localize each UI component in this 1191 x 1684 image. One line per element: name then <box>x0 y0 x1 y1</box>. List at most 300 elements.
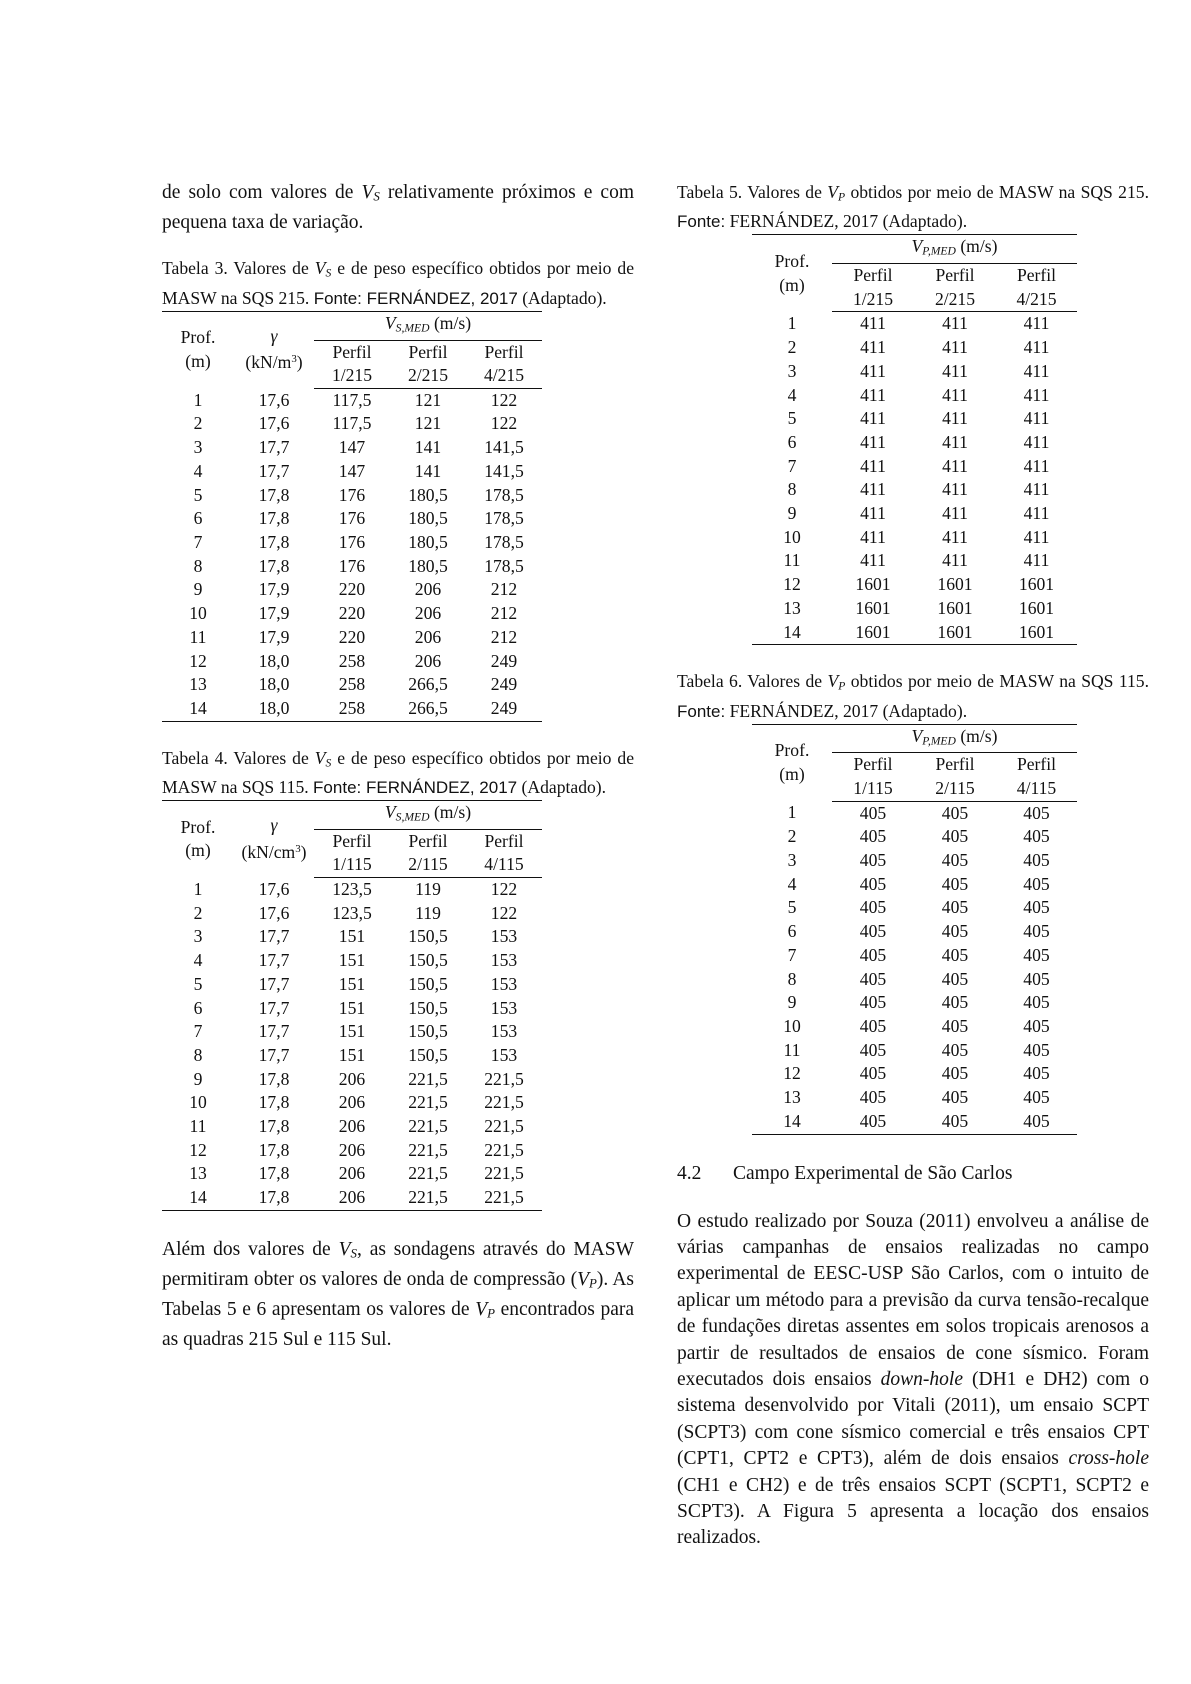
table-row <box>162 578 542 602</box>
table-row <box>162 531 542 555</box>
section-title: Campo Experimental de São Carlos <box>733 1162 1013 1184</box>
table-cell: 411 <box>1023 384 1050 405</box>
left-column <box>162 180 634 1353</box>
table-cell: 405 <box>941 1015 969 1036</box>
table6-header-perfil2: Perfil 2/115 <box>914 753 996 801</box>
table-row <box>162 388 542 412</box>
table-cell: 18,0 <box>258 650 290 671</box>
table-cell: 221,5 <box>408 1068 448 1089</box>
table-cell: 206 <box>414 603 442 624</box>
table-cell: 176 <box>338 555 366 576</box>
table-row <box>162 1044 542 1068</box>
table-cell: 405 <box>859 1063 887 1084</box>
table-cell: 411 <box>1023 550 1050 571</box>
table-cell: 14 <box>162 1186 234 1210</box>
table-row <box>752 825 1077 849</box>
table-cell: 14 <box>752 621 832 645</box>
table-row <box>162 1020 542 1044</box>
right-column <box>677 180 1149 1552</box>
table-cell: 405 <box>859 968 887 989</box>
table-cell: 12 <box>783 574 801 595</box>
section-paragraph: O estudo realizado por Souza (2011) envolveu a análise de várias campanhas de ensaios realizadas no campo experimental de EESC-USP São Carlos, com o intuito de aplicar um método para a previsão da curva tensão-recalque de fundações diretas assentes em solos tropicais arenosos a partir de resultados de ensaios de cone sísmico. Foram executados dois ensaios down-hole (DH1 e DH2) com o sistema desenvolvido por Vitali (2011), um ensaio SCPT (SCPT3) com cone sísmico comercial e três ensaios CPT (CPT1, CPT2 e CPT3), além de dois ensaios cross-hole (CH1 e CH2) e de três ensaios SCPT (SCPT1, SCPT2 e SCPT3). A Figura 5 apresenta a locação dos ensaios realizados. <box>677 1210 1150 1549</box>
table-cell: 405 <box>1023 921 1050 942</box>
table6 <box>752 724 1077 1135</box>
table-row <box>752 455 1077 479</box>
table-cell: 17,7 <box>258 1021 290 1042</box>
table-cell: 206 <box>338 1116 366 1137</box>
table-cell: 221,5 <box>408 1163 448 1184</box>
table-cell: 1601 <box>937 574 973 595</box>
table-row <box>162 507 542 531</box>
table-cell: 7 <box>787 455 797 476</box>
table-cell: 411 <box>1023 313 1050 334</box>
table-cell: 1 <box>193 878 203 899</box>
table-cell: 17,6 <box>258 413 290 434</box>
table-cell: 405 <box>1023 968 1050 989</box>
table-cell: 405 <box>941 850 969 871</box>
table-cell: 13 <box>189 674 207 695</box>
table5-caption: Tabela 5. Valores de $V_P$ obtidos por meio de MASW na SQS 215. Fonte: FERNÁNDEZ, 2017 (Adaptado). <box>677 182 1149 232</box>
table-cell: 17,8 <box>258 1116 290 1137</box>
table-cell: 405 <box>859 873 887 894</box>
table-cell: 411 <box>1023 408 1050 429</box>
table-cell: 411 <box>942 503 968 524</box>
table-cell: 153 <box>490 1044 518 1065</box>
table-cell: 405 <box>1023 802 1050 823</box>
table6-header-perfil4: Perfil 4/115 <box>996 753 1077 801</box>
table-cell: 411 <box>860 337 886 358</box>
table-row <box>752 573 1077 597</box>
table-cell: 17,8 <box>258 1068 290 1089</box>
table6-caption: Tabela 6. Valores de $V_P$ obtidos por meio de MASW na SQS 115. Fonte: FERNÁNDEZ, 2017 (Adaptado). <box>677 671 1150 721</box>
table5 <box>752 234 1077 645</box>
vs-symbol: $V_S$ <box>361 182 380 204</box>
table-cell: 7 <box>193 1021 203 1042</box>
table-cell: 150,5 <box>408 997 448 1018</box>
table-cell: 3 <box>193 437 203 458</box>
table-cell: 17,7 <box>258 997 290 1018</box>
table-cell: 178,5 <box>484 532 524 552</box>
table-cell: 405 <box>941 873 969 894</box>
table-row <box>752 502 1077 526</box>
table-cell: 206 <box>338 1068 366 1089</box>
table-cell: 180,5 <box>408 484 448 505</box>
table-cell: 4 <box>787 873 797 894</box>
table-cell: 1601 <box>1018 597 1055 618</box>
table-cell: 221,5 <box>390 1186 466 1210</box>
table-cell: 266,5 <box>390 697 466 721</box>
table-row <box>162 460 542 484</box>
table-cell: 2 <box>193 413 203 434</box>
table-cell: 13 <box>783 1087 801 1108</box>
table-cell: 17,8 <box>258 1092 290 1113</box>
table-cell: 122 <box>490 389 518 410</box>
table-cell: 17,6 <box>258 902 290 923</box>
table-row <box>752 621 1077 645</box>
table-cell: 1 <box>787 313 797 334</box>
table-cell: 6 <box>787 431 797 452</box>
table3-header-perfil1: Perfil 1/215 <box>314 340 390 388</box>
table-cell: 4 <box>193 950 203 971</box>
table-cell: 151 <box>338 1021 366 1042</box>
table-cell: 221,5 <box>484 1092 524 1113</box>
table-cell: 258 <box>338 650 366 671</box>
table-cell: 206 <box>414 626 442 647</box>
table-cell: 405 <box>996 1110 1077 1134</box>
table-cell: 10 <box>189 603 207 624</box>
table-cell: 8 <box>193 555 203 576</box>
table-cell: 405 <box>1023 873 1050 894</box>
table-cell: 221,5 <box>484 1068 524 1089</box>
table-cell: 7 <box>787 944 797 965</box>
table-row <box>162 626 542 650</box>
table-cell: 405 <box>859 944 887 965</box>
table-cell: 206 <box>314 1186 390 1210</box>
table-cell: 405 <box>941 944 969 965</box>
table-cell: 411 <box>860 503 886 524</box>
table-cell: 405 <box>1023 1015 1050 1036</box>
table-cell: 221,5 <box>408 1092 448 1113</box>
table-cell: 411 <box>860 479 886 500</box>
table-cell: 8 <box>787 968 797 989</box>
table-cell: 1601 <box>937 597 973 618</box>
table-cell: 151 <box>338 950 366 971</box>
table-cell: 221,5 <box>484 1116 524 1137</box>
table-row <box>752 801 1077 825</box>
table-cell: 221,5 <box>408 1116 448 1137</box>
table-cell: 249 <box>466 697 542 721</box>
table3 <box>162 311 542 722</box>
table-cell: 117,5 <box>332 389 372 410</box>
table4-caption: Tabela 4. Valores de $V_S$ e de peso específico obtidos por meio de MASW na SQS 115. Fonte: FERNÁNDEZ, 2017 (Adaptado). <box>162 747 634 797</box>
table-cell: 411 <box>860 431 886 452</box>
table-cell: 405 <box>1023 1039 1050 1060</box>
table-cell: 17,8 <box>258 1139 290 1160</box>
table-cell: 141,5 <box>484 460 524 481</box>
table-cell: 4 <box>787 384 797 405</box>
table4-header-gamma: γ $(kN/cm^3)$ <box>234 800 314 877</box>
table-cell: 147 <box>338 460 366 481</box>
table-row <box>752 336 1077 360</box>
table-cell: 153 <box>490 1021 518 1042</box>
table-cell: 153 <box>490 997 518 1018</box>
table-cell: 6 <box>787 921 797 942</box>
table-cell: 8 <box>787 479 797 500</box>
table-cell: 405 <box>941 1039 969 1060</box>
table-row <box>162 1115 542 1139</box>
table-cell: 411 <box>1023 479 1050 500</box>
table-cell: 4 <box>193 460 203 481</box>
table-row <box>752 1110 1077 1134</box>
table-cell: 17,8 <box>258 532 290 552</box>
table-cell: 8 <box>193 1044 203 1065</box>
table-cell: 153 <box>490 926 518 947</box>
table-cell: 249 <box>490 674 518 695</box>
table-cell: 405 <box>941 992 969 1013</box>
table-row <box>752 968 1077 992</box>
table-cell: 258 <box>314 697 390 721</box>
table3-header-perfil2: Perfil 2/215 <box>390 340 466 388</box>
table-cell: 12 <box>189 1139 207 1160</box>
table-cell: 411 <box>1023 455 1050 476</box>
table-cell: 266,5 <box>408 674 448 695</box>
table-cell: 12 <box>189 650 207 671</box>
table-cell: 17,6 <box>258 878 290 899</box>
table-cell: 17,9 <box>258 579 290 600</box>
table3-caption: Tabela 3. Valores de $V_S$ e de peso específico obtidos por meio de MASW na SQS 215. Fonte: FERNÁNDEZ, 2017 (Adaptado). <box>162 258 634 308</box>
table-cell: 10 <box>783 526 801 547</box>
table-cell: 119 <box>415 902 441 923</box>
table-cell: 212 <box>490 579 518 600</box>
table-cell: 122 <box>490 413 518 434</box>
table-cell: 405 <box>832 1110 914 1134</box>
table-cell: 405 <box>941 826 969 847</box>
table-cell: 405 <box>859 921 887 942</box>
table6-header-vp: $V_{P,MED}$ (m/s) <box>832 724 1077 753</box>
table-row <box>752 478 1077 502</box>
table-cell: 411 <box>942 455 968 476</box>
table-cell: 411 <box>860 408 886 429</box>
table-cell: 212 <box>490 626 518 647</box>
table-cell: 221,5 <box>484 1139 524 1160</box>
table-cell: 405 <box>859 850 887 871</box>
table-cell: 151 <box>338 973 366 994</box>
table-cell: 405 <box>941 921 969 942</box>
table6-header-perfil1: Perfil 1/115 <box>832 753 914 801</box>
table4-header-prof: Prof. (m) <box>162 800 234 877</box>
table-cell: 153 <box>490 973 518 994</box>
table-cell: 405 <box>859 1039 887 1060</box>
table-row <box>162 902 542 926</box>
table-cell: 151 <box>338 926 366 947</box>
table-cell: 176 <box>338 508 366 529</box>
table-cell: 17,7 <box>258 973 290 994</box>
table-row <box>162 602 542 626</box>
table-cell: 405 <box>941 802 969 823</box>
table-cell: 5 <box>193 484 203 505</box>
table-cell: 405 <box>1023 850 1050 871</box>
table-cell: 411 <box>942 526 968 547</box>
table-cell: 411 <box>860 384 886 405</box>
table-cell: 405 <box>859 1015 887 1036</box>
table-cell: 18,0 <box>234 697 314 721</box>
table-row <box>162 555 542 579</box>
table-cell: 141 <box>414 437 442 458</box>
table-row <box>162 1162 542 1186</box>
table3-header-perfil4: Perfil 4/215 <box>466 340 542 388</box>
table-cell: 405 <box>859 992 887 1013</box>
table-cell: 10 <box>189 1092 207 1113</box>
table-cell: 220 <box>338 603 366 624</box>
table-cell: 123,5 <box>332 902 372 923</box>
table-cell: 405 <box>914 1110 996 1134</box>
table-cell: 150,5 <box>408 926 448 947</box>
table-cell: 17,8 <box>258 555 290 576</box>
table-cell: 405 <box>1023 826 1050 847</box>
table-row <box>162 436 542 460</box>
table-cell: 3 <box>787 850 797 871</box>
table-row <box>162 949 542 973</box>
table-row <box>752 597 1077 621</box>
table-cell: 411 <box>942 550 968 571</box>
table-cell: 6 <box>193 997 203 1018</box>
table-row <box>162 878 542 902</box>
table4-header-perfil4: Perfil 4/115 <box>466 829 542 877</box>
table-cell: 221,5 <box>484 1163 524 1184</box>
table-cell: 405 <box>1023 897 1050 918</box>
table-row <box>162 1068 542 1092</box>
table-cell: 7 <box>193 532 203 552</box>
table3-header-prof: Prof. (m) <box>162 311 234 388</box>
table5-header-perfil1: Perfil 1/215 <box>832 264 914 312</box>
table-cell: 411 <box>860 313 886 334</box>
table-cell: 151 <box>338 997 366 1018</box>
table-cell: 206 <box>338 1163 366 1184</box>
table-cell: 150,5 <box>408 973 448 994</box>
table-cell: 411 <box>860 526 886 547</box>
table-cell: 206 <box>338 1139 366 1160</box>
table-row <box>752 991 1077 1015</box>
table-cell: 206 <box>338 1092 366 1113</box>
table3-header-vs: $V_{S,MED}$ (m/s) <box>314 311 542 340</box>
table-cell: 178,5 <box>484 508 524 529</box>
table-cell: 258 <box>338 674 366 695</box>
table-row <box>752 407 1077 431</box>
table-cell: 11 <box>783 550 801 571</box>
table-row <box>752 312 1077 336</box>
table-cell: 405 <box>941 968 969 989</box>
table-cell: 17,8 <box>258 484 290 505</box>
table-cell: 151 <box>338 1044 366 1065</box>
table-row <box>752 944 1077 968</box>
table-cell: 9 <box>193 1068 203 1089</box>
table-cell: 9 <box>787 503 797 524</box>
table-cell: 17,8 <box>234 1186 314 1210</box>
table-cell: 212 <box>490 603 518 624</box>
table-cell: 220 <box>338 626 366 647</box>
table-cell: 220 <box>338 579 366 600</box>
closing-paragraph-left: Além dos valores de $V_S$, as sondagens através do MASW permitiram obter os valores de onda de compressão $(V_P)$. As Tabelas 5 e 6 apresentam os valores de $V_P$ encontrados para as quadras 215 Sul e 115 Sul. <box>162 1238 635 1350</box>
table-cell: 405 <box>1023 944 1050 965</box>
table-row <box>752 1086 1077 1110</box>
table-row <box>752 1039 1077 1063</box>
table-cell: 3 <box>787 360 797 381</box>
table-cell: 141,5 <box>484 437 524 458</box>
table-cell: 405 <box>859 897 887 918</box>
table-cell: 405 <box>1023 992 1050 1013</box>
table-cell: 178,5 <box>484 555 524 576</box>
table-cell: 405 <box>941 897 969 918</box>
table-cell: 411 <box>942 431 968 452</box>
table-row <box>162 1091 542 1115</box>
table-row <box>752 849 1077 873</box>
table-cell: 1601 <box>996 621 1077 645</box>
table-cell: 5 <box>193 973 203 994</box>
table-row <box>162 697 542 721</box>
table-cell: 11 <box>189 1116 207 1137</box>
table-cell: 14 <box>162 697 234 721</box>
table-cell: 178,5 <box>484 484 524 505</box>
table-cell: 17,9 <box>258 626 290 647</box>
intro-paragraph: de solo com valores de $V_S$ relativamente próximos e com pequena taxa de variação. <box>162 182 634 233</box>
table-cell: 117,5 <box>332 413 372 434</box>
table-cell: 10 <box>783 1015 801 1036</box>
table-cell: 2 <box>787 337 797 358</box>
table-cell: 411 <box>860 360 886 381</box>
table-cell: 411 <box>1023 503 1050 524</box>
table-row <box>162 997 542 1021</box>
table-row <box>752 360 1077 384</box>
table-cell: 9 <box>193 579 203 600</box>
table-row <box>162 650 542 674</box>
table-cell: 180,5 <box>408 532 448 552</box>
table-cell: 2 <box>193 902 203 923</box>
table-cell: 17,7 <box>258 437 290 458</box>
table-cell: 147 <box>338 437 366 458</box>
table-cell: 405 <box>941 1087 969 1108</box>
table-cell: 405 <box>859 802 887 823</box>
table-cell: 411 <box>860 455 886 476</box>
table-cell: 405 <box>941 1063 969 1084</box>
table5-header-vp: $V_{P,MED}$ (m/s) <box>832 235 1077 264</box>
table-cell: 249 <box>490 650 518 671</box>
table-cell: 150,5 <box>408 950 448 971</box>
section-number: 4.2 <box>677 1162 702 1184</box>
table-cell: 11 <box>189 626 207 647</box>
table-cell: 12 <box>783 1063 801 1084</box>
table-cell: 1 <box>193 389 203 410</box>
table-cell: 17,7 <box>258 926 290 947</box>
table-row <box>752 384 1077 408</box>
table-cell: 411 <box>860 550 886 571</box>
table-cell: 411 <box>942 337 968 358</box>
table-cell: 411 <box>942 360 968 381</box>
table-cell: 17,6 <box>258 389 290 410</box>
table4 <box>162 800 542 1211</box>
table-cell: 17,7 <box>258 460 290 481</box>
table-cell: 121 <box>414 389 442 410</box>
table5-header-perfil4: Perfil 4/215 <box>996 264 1077 312</box>
table-cell: 17,9 <box>258 603 290 624</box>
table-cell: 5 <box>787 897 797 918</box>
table-cell: 180,5 <box>408 555 448 576</box>
table-cell: 9 <box>787 992 797 1013</box>
table-cell: 17,8 <box>258 508 290 529</box>
table-cell: 176 <box>338 484 366 505</box>
table-cell: 411 <box>1023 526 1050 547</box>
table-cell: 206 <box>414 579 442 600</box>
table-row <box>752 873 1077 897</box>
section-heading <box>677 1161 1149 1187</box>
table-cell: 3 <box>193 926 203 947</box>
table-cell: 1601 <box>855 574 891 595</box>
table-cell: 1 <box>787 802 797 823</box>
table-cell: 411 <box>942 408 968 429</box>
table-cell: 411 <box>1023 431 1050 452</box>
table4-header-vs: $V_{S,MED}$ (m/s) <box>314 800 542 829</box>
table-row <box>752 1062 1077 1086</box>
table-cell: 180,5 <box>408 508 448 529</box>
table5-header-prof: Prof. (m) <box>752 235 832 312</box>
table-cell: 121 <box>414 413 442 434</box>
table-cell: 17,8 <box>258 1163 290 1184</box>
table3-header-gamma: γ $(kN/m^3)$ <box>234 311 314 388</box>
table-cell: 206 <box>414 650 442 671</box>
table4-header-perfil2: Perfil 2/115 <box>390 829 466 877</box>
table-cell: 1601 <box>1018 574 1055 595</box>
table-cell: 13 <box>189 1163 207 1184</box>
table-cell: 405 <box>859 1087 887 1108</box>
